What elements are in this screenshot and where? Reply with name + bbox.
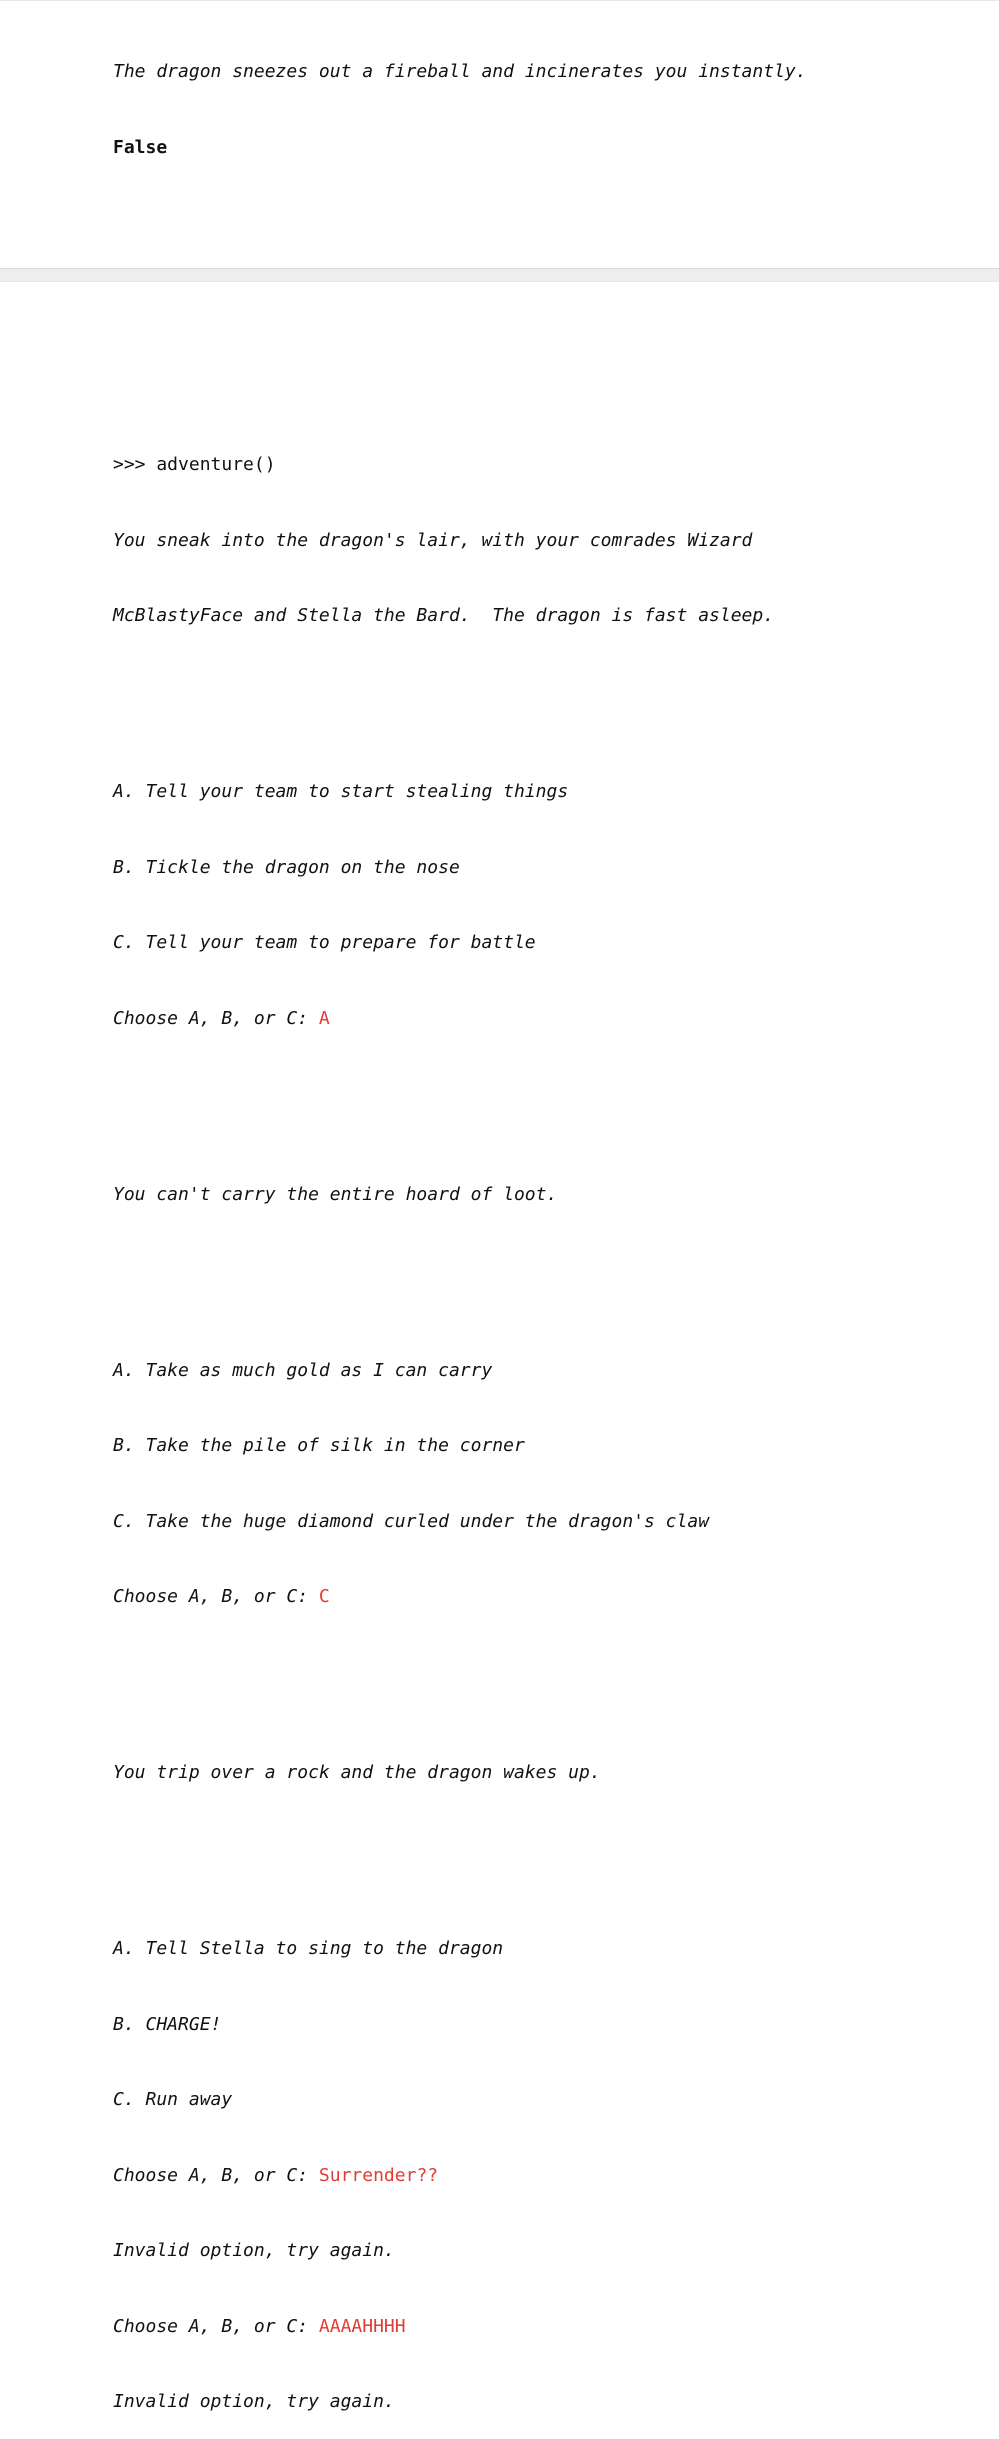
menu2-option-b: B. Take the pile of silk in the corner <box>113 1435 525 1457</box>
menu3-option-b: B. CHARGE! <box>113 2013 222 2035</box>
menu3-option-c: C. Run away <box>113 2089 233 2111</box>
choice-prompt: Choose A, B, or C: <box>113 1007 319 1029</box>
blank-line <box>113 679 774 704</box>
result-line-2: You trip over a rock and the dragon wakes up. <box>113 1762 601 1784</box>
menu2-choice-line <box>113 1584 774 1609</box>
menu1-option-a: A. Tell your team to start stealing things <box>113 781 569 803</box>
user-answer: Surrender?? <box>318 2164 439 2186</box>
menu1-choice-line <box>113 1006 774 1031</box>
menu1-option-b: B. Tickle the dragon on the nose <box>113 856 460 878</box>
choice-prompt: Choose A, B, or C: <box>113 2164 319 2186</box>
menu3-option-a: A. Tell Stella to sing to the dragon <box>113 1938 504 1960</box>
menu3-choice-line-1 <box>113 2163 774 2188</box>
blank-line <box>113 1081 774 1106</box>
user-answer: A <box>318 1007 330 1029</box>
invalid-message-2: Invalid option, try again. <box>113 2390 395 2412</box>
console-session <box>113 402 774 2439</box>
menu2-option-c: C. Take the huge diamond curled under the dragon's claw <box>113 1510 710 1532</box>
page-separator <box>0 268 999 282</box>
intro-line-2: McBlastyFace and Stella the Bard. The dragon is fast asleep. <box>113 605 775 627</box>
result-line-1: You can't carry the entire hoard of loot. <box>113 1183 558 1205</box>
choice-prompt: Choose A, B, or C: <box>113 1586 319 1608</box>
user-answer: AAAAHHHH <box>318 2315 406 2337</box>
previous-output-block <box>113 9 807 210</box>
intro-line-1: You sneak into the dragon's lair, with your comrades Wizard <box>113 529 753 551</box>
menu3-choice-line-2 <box>113 2314 774 2339</box>
command-prompt: >>> adventure() <box>113 454 276 476</box>
choice-prompt: Choose A, B, or C: <box>113 2315 319 2337</box>
blank-line <box>113 1836 774 1861</box>
menu2-option-a: A. Take as much gold as I can carry <box>113 1359 493 1381</box>
previous-page <box>0 0 999 268</box>
blank-line <box>113 1257 774 1282</box>
death-message: The dragon sneezes out a fireball and incinerates you instantly. <box>113 61 807 83</box>
invalid-message-1: Invalid option, try again. <box>113 2240 395 2262</box>
user-answer: C <box>318 1586 330 1608</box>
menu1-option-c: C. Tell your team to prepare for battle <box>113 932 536 954</box>
blank-line <box>113 1660 774 1685</box>
return-value: False <box>113 136 168 158</box>
